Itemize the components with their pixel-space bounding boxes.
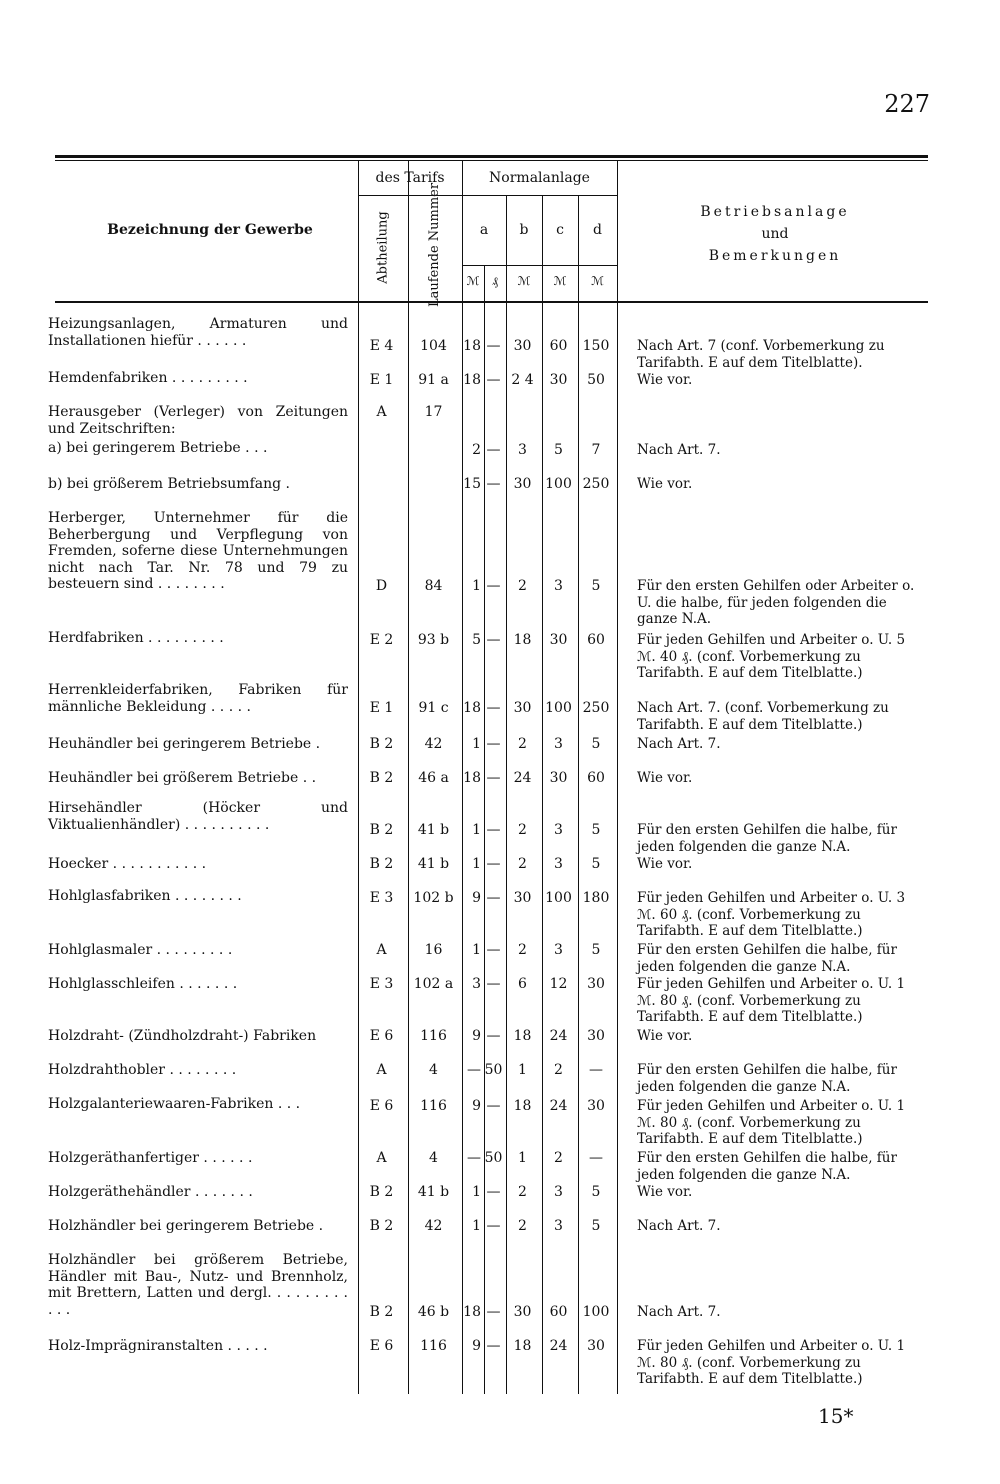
cell-nr: 41 b [417,856,450,872]
header-subrule [462,265,617,266]
trade-name: Hirsehändler (Höcker und Viktualienhändler) . . . . . . . . . . [48,800,348,833]
cell-d: 250 [582,700,610,716]
cell-c: 5 [554,442,563,458]
trade-name: Hemdenfabriken . . . . . . . . . [48,370,248,386]
cell-a: 9 [472,890,481,906]
remark: Nach Art. 7. [637,736,721,752]
cell-a: 5 [472,632,481,648]
cell-a: 18 [463,700,481,716]
cell-b: 18 [513,632,532,648]
cell-apf: — [486,1338,501,1354]
cell-d: 100 [582,1304,610,1320]
cell-d: 5 [591,578,601,594]
remark: Für den ersten Gehilfen die halbe, für jeden folgenden die ganze N.A. [637,942,897,975]
cell-a: 9 [472,1338,481,1354]
trade-name: Holzhändler bei größerem Betriebe, Händler mit Bau-, Nutz- und Brennholz, mit Brettern, Latten und dergl. . . . . . . . . . . . [48,1252,348,1318]
trade-name: Holzgeräthehändler . . . . . . . [48,1184,253,1200]
trade-name: Hohlglasmaler . . . . . . . . . [48,942,233,958]
cell-apf: — [486,822,501,838]
header-subrule [358,195,617,196]
header-col-remarks-and: und [761,226,789,242]
remark: Nach Art. 7. [637,442,721,458]
cell-nr: 41 b [417,1184,450,1200]
cell-nr: 42 [424,736,443,752]
cell-apf: — [486,890,501,906]
header-col-remarks-2: Bemerkungen [708,248,842,264]
cell-apf: — [486,700,501,716]
cell-abt: B 2 [369,770,394,786]
cell-c: 2 [554,1062,563,1078]
cell-c: 24 [549,1338,568,1354]
cell-a: — [467,1062,481,1078]
cell-c: 100 [545,476,572,492]
cell-a: 2 [472,442,481,458]
cell-nr: 84 [424,578,443,594]
cell-apf: — [486,736,501,752]
header-col-nummer: Laufende Nummer [427,182,442,307]
remark: Für den ersten Gehilfen die halbe, für jeden folgenden die ganze N.A. [637,1150,897,1183]
cell-d: 5 [591,1184,601,1200]
cell-d: 5 [591,856,601,872]
cell-apf: — [486,1028,501,1044]
cell-nr: 16 [424,942,443,958]
cell-b: 2 4 [511,372,534,388]
remark: Wie vor. [637,476,693,492]
cell-a: 18 [463,770,481,786]
cell-b: 30 [513,700,532,716]
cell-c: 3 [554,578,563,594]
cell-d: 30 [587,1028,605,1044]
cell-abt: A [376,404,387,420]
cell-abt: E 3 [369,890,394,906]
remark: Für jeden Gehilfen und Arbeiter o. U. 1 ℳ. 80 ₰. (conf. Vorbemerkung zu Tarifabth. E auf dem Titelblatte.) [637,1098,906,1147]
cell-c: 2 [554,1150,563,1166]
cell-a: 1 [472,942,481,958]
cell-nr: 91 a [418,372,449,388]
trade-name: Holzhändler bei geringerem Betriebe . [48,1218,324,1234]
cell-abt: E 1 [369,700,394,716]
cell-d: 180 [582,890,610,906]
trade-name: Holzdrahthobler . . . . . . . . [48,1062,237,1078]
cell-nr: 4 [429,1150,438,1166]
header-col-name: Bezeichnung der Gewerbe [107,222,313,238]
cell-c: 30 [549,372,568,388]
cell-a: 1 [472,1184,481,1200]
cell-a: 9 [472,1028,481,1044]
cell-b: 2 [518,736,527,752]
cell-d: 5 [591,736,601,752]
cell-nr: 104 [420,338,447,354]
cell-a: 9 [472,1098,481,1114]
remark: Für den ersten Gehilfen die halbe, für jeden folgenden die ganze N.A. [637,822,897,855]
cell-a: 1 [472,736,481,752]
cell-b: 18 [513,1028,532,1044]
trade-name: Holzdraht- (Zündholzdraht-) Fabriken [48,1028,317,1044]
cell-abt: B 2 [369,736,394,752]
cell-apf: — [486,476,501,492]
cell-d: 250 [582,476,610,492]
cell-b: 2 [518,578,527,594]
header-unit-m: ℳ [553,274,567,288]
remark: Wie vor. [637,1028,693,1044]
cell-b: 2 [518,856,527,872]
cell-abt: A [376,1062,387,1078]
remark: Für jeden Gehilfen und Arbeiter o. U. 1 ℳ. 80 ₰. (conf. Vorbemerkung zu Tarifabth. E auf dem Titelblatte.) [637,976,906,1025]
header-unit-m: ℳ [591,274,604,288]
cell-b: 1 [518,1062,527,1078]
cell-abt: A [376,942,387,958]
cell-abt: E 3 [369,976,394,992]
cell-abt: E 6 [369,1338,394,1354]
trade-name: Hohlglasschleifen . . . . . . . [48,976,238,992]
header-col-b: b [519,222,529,238]
cell-a: 15 [463,476,481,492]
remark: Für jeden Gehilfen und Arbeiter o. U. 5 ℳ. 40 ₰. (conf. Vorbemerkung zu Tarifabth. E auf dem Titelblatte.) [637,632,906,681]
trade-name: Holz-Imprägniranstalten . . . . . [48,1338,268,1354]
page-number: 227 [884,90,930,118]
cell-b: 18 [513,1338,532,1354]
cell-b: 18 [513,1098,532,1114]
cell-d: — [589,1150,603,1166]
cell-b: 2 [518,822,527,838]
cell-a: 1 [472,578,481,594]
cell-b: 30 [513,476,532,492]
cell-c: 3 [554,942,563,958]
cell-nr: 41 b [417,822,450,838]
header-col-remarks: Betriebsanlage [700,204,850,220]
cell-apf: — [486,442,501,458]
trade-name: Herberger, Unternehmer für die Beherbergung und Verpflegung von Fremden, soferne diese Unternehmungen nicht nach Tar. Nr. 78 und 79 zu besteuern sind . . . . . . . . [48,510,348,592]
cell-nr: 46 b [417,1304,450,1320]
cell-abt: B 2 [369,1218,394,1234]
cell-abt: E 6 [369,1028,394,1044]
cell-a: 3 [472,976,481,992]
cell-nr: 102 a [413,976,454,992]
cell-apf: — [486,632,501,648]
header-unit-m: ℳ [517,274,531,288]
cell-abt: B 2 [369,856,394,872]
cell-a: 18 [463,372,481,388]
cell-apf: — [486,578,501,594]
header-group-tarif: des Tarifs [375,170,445,186]
cell-c: 100 [545,890,572,906]
trade-name: a) bei geringerem Betriebe . . . [48,440,268,456]
cell-d: 7 [591,442,601,458]
cell-d: 60 [587,770,605,786]
cell-abt: A [376,1150,387,1166]
cell-abt: B 2 [369,1304,394,1320]
remark: Für jeden Gehilfen und Arbeiter o. U. 1 ℳ. 80 ₰. (conf. Vorbemerkung zu Tarifabth. E auf dem Titelblatte.) [637,1338,906,1387]
cell-d: 5 [591,1218,601,1234]
cell-nr: 93 b [417,632,450,648]
cell-c: 3 [554,856,563,872]
remark: Nach Art. 7. [637,1218,721,1234]
cell-nr: 17 [424,404,443,420]
header-col-abteilung: Abtheilung [375,211,391,284]
trade-name: Heuhändler bei größerem Betriebe . . [48,770,317,786]
header-unit-pf: ₰ [492,274,498,288]
cell-c: 3 [554,1184,563,1200]
cell-d: 5 [591,822,601,838]
trade-name: Holzgalanteriewaaren-Fabriken . . . [48,1096,301,1112]
column-rule [617,161,618,1394]
cell-nr: 116 [420,1338,447,1354]
cell-nr: 46 a [418,770,449,786]
cell-d: 5 [591,942,601,958]
cell-nr: 116 [420,1098,447,1114]
cell-nr: 116 [420,1028,447,1044]
cell-a: 1 [472,822,481,838]
cell-c: 30 [549,770,568,786]
cell-abt: D [375,578,388,594]
cell-abt: B 2 [369,1184,394,1200]
cell-c: 3 [554,736,563,752]
trade-name: Heuhändler bei geringerem Betriebe . [48,736,321,752]
cell-apf: — [486,976,501,992]
remark: Nach Art. 7 (conf. Vorbemerkung zu Tarifabth. E auf dem Titelblatte). [637,338,885,371]
cell-b: 2 [518,1218,527,1234]
cell-apf: — [486,770,501,786]
remark: Wie vor. [637,770,693,786]
cell-abt: E 1 [369,372,394,388]
trade-name: Heizungsanlagen, Armaturen und Installationen hiefür . . . . . . [48,316,348,349]
cell-b: 1 [518,1150,527,1166]
remark: Nach Art. 7. [637,1304,721,1320]
trade-name: Herausgeber (Verleger) von Zeitungen und Zeitschriften: [48,404,348,437]
remark: Für den ersten Gehilfen oder Arbeiter o. U. die halbe, für jeden folgenden die ganze N.A. [637,578,915,627]
trade-name: Hoecker . . . . . . . . . . . [48,856,207,872]
cell-c: 24 [549,1098,568,1114]
cell-nr: 102 b [413,890,454,906]
remark: Wie vor. [637,856,693,872]
trade-name: b) bei größerem Betriebsumfang . [48,476,290,492]
header-col-c: c [556,222,564,238]
cell-a: 18 [463,1304,481,1320]
cell-b: 2 [518,1184,527,1200]
cell-d: 150 [582,338,610,354]
cell-apf: — [486,1304,501,1320]
remark: Für den ersten Gehilfen die halbe, für jeden folgenden die ganze N.A. [637,1062,897,1095]
cell-a: 1 [472,1218,481,1234]
cell-apf: — [486,338,501,354]
cell-nr: 42 [424,1218,443,1234]
table-top-rule [55,155,928,158]
cell-b: 30 [513,338,532,354]
remark: Für jeden Gehilfen und Arbeiter o. U. 3 ℳ. 60 ₰. (conf. Vorbemerkung zu Tarifabth. E auf dem Titelblatte.) [637,890,906,939]
cell-b: 24 [513,770,532,786]
remark: Nach Art. 7. (conf. Vorbemerkung zu Tarifabth. E auf dem Titelblatte.) [637,700,889,733]
cell-abt: E 6 [369,1098,394,1114]
cell-b: 30 [513,890,532,906]
cell-apf: — [486,856,501,872]
cell-apf: — [486,1218,501,1234]
header-col-d: d [593,222,602,238]
cell-d: 30 [587,1338,605,1354]
cell-apf: 50 [484,1150,503,1166]
trade-name: Herdfabriken . . . . . . . . . [48,630,224,646]
cell-nr: 4 [429,1062,438,1078]
header-group-normal: Normalanlage [489,170,590,186]
cell-abt: E 2 [369,632,394,648]
cell-b: 2 [518,942,527,958]
cell-c: 30 [549,632,568,648]
cell-a: 1 [472,856,481,872]
cell-apf: — [486,1184,501,1200]
cell-d: 30 [587,1098,605,1114]
cell-c: 100 [545,700,572,716]
header-col-a: a [479,222,489,238]
trade-name: Herrenkleiderfabriken, Fabriken für männliche Bekleidung . . . . . [48,682,348,715]
cell-c: 12 [549,976,568,992]
cell-apf: — [486,1098,501,1114]
remark: Wie vor. [637,1184,693,1200]
cell-c: 3 [554,1218,563,1234]
cell-d: — [589,1062,603,1078]
cell-nr: 91 c [418,700,449,716]
trade-name: Hohlglasfabriken . . . . . . . . [48,888,242,904]
remark: Wie vor. [637,372,693,388]
trade-name: Holzgeräthanfertiger . . . . . . [48,1150,253,1166]
cell-apf: — [486,942,501,958]
cell-c: 60 [549,338,568,354]
table-top-rule-thin [55,160,928,161]
cell-apf: — [486,372,501,388]
cell-apf: 50 [484,1062,503,1078]
footer-mark: 15* [818,1404,854,1428]
cell-c: 60 [549,1304,568,1320]
cell-c: 3 [554,822,563,838]
cell-d: 50 [587,372,605,388]
cell-b: 6 [518,976,527,992]
cell-abt: E 4 [369,338,394,354]
cell-d: 60 [587,632,605,648]
cell-abt: B 2 [369,822,394,838]
header-unit-m: ℳ [466,274,480,288]
cell-d: 30 [587,976,605,992]
cell-b: 30 [513,1304,532,1320]
cell-b: 3 [518,442,527,458]
cell-a: — [467,1150,481,1166]
cell-a: 18 [463,338,481,354]
cell-c: 24 [549,1028,568,1044]
table-header-rule [55,301,928,303]
